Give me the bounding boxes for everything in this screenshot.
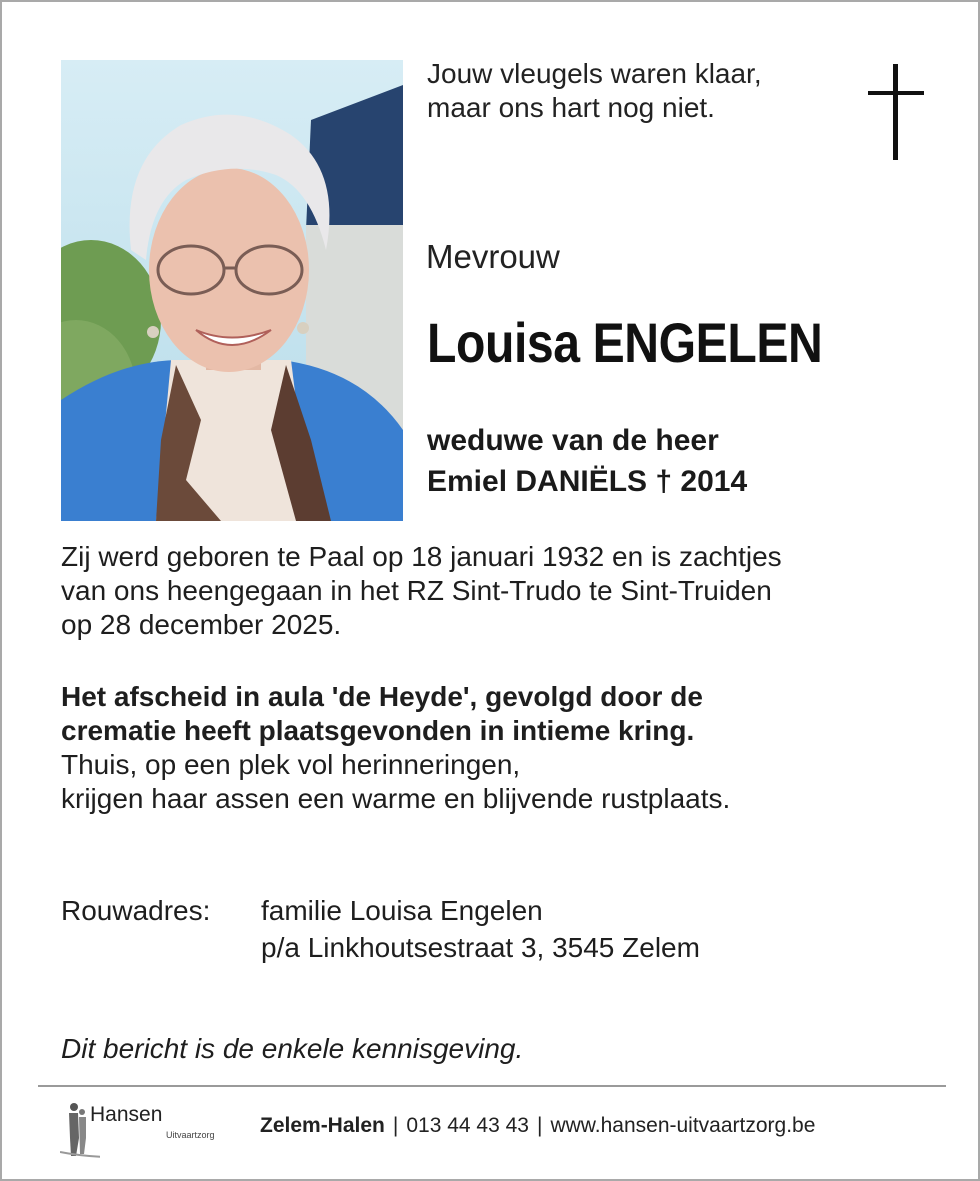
address-line-1: familie Louisa Engelen xyxy=(261,895,543,926)
birth-death-line-3: op 28 december 2025. xyxy=(61,609,342,640)
farewell-bold-line-2: crematie heeft plaatsgevonden in intieme kring. xyxy=(61,715,695,746)
spouse-line-1: weduwe van de heer xyxy=(427,424,719,457)
motto-quote xyxy=(427,57,762,125)
spouse-info xyxy=(427,420,747,502)
salutation: Mevrouw xyxy=(426,238,560,275)
separator-1: | xyxy=(392,1114,399,1137)
notice-text: Dit bericht is de enkele kennisgeving. xyxy=(61,1033,524,1064)
footer xyxy=(2,1092,978,1172)
farewell-paragraph xyxy=(61,680,730,816)
website-link[interactable]: www.hansen-uitvaartzorg.be xyxy=(550,1114,816,1137)
portrait-photo xyxy=(61,60,403,521)
logo-name: Hansen xyxy=(90,1103,163,1126)
farewell-line-2: krijgen haar assen een warme en blijvende rustplaats. xyxy=(61,783,731,814)
address-value xyxy=(261,892,700,966)
contact-line xyxy=(260,1114,815,1138)
phone-number[interactable]: 013 44 43 43 xyxy=(406,1114,529,1137)
address-line-2: p/a Linkhoutsestraat 3, 3545 Zelem xyxy=(261,932,700,963)
spouse-line-2: Emiel DANIËLS † 2014 xyxy=(427,465,748,498)
deceased-name: Louisa ENGELEN xyxy=(427,311,823,374)
cross-icon xyxy=(868,64,924,160)
funeral-home-logo xyxy=(60,1098,240,1160)
portrait-illustration xyxy=(61,60,403,521)
address-label: Rouwadres: xyxy=(61,895,211,926)
motto-line-2: maar ons hart nog niet. xyxy=(427,92,715,123)
birth-death-paragraph xyxy=(61,540,782,642)
birth-death-line-1: Zij werd geboren te Paal op 18 januari 1932 en is zachtjes xyxy=(61,541,782,572)
motto-line-1: Jouw vleugels waren klaar, xyxy=(427,58,762,89)
farewell-bold-line-1: Het afscheid in aula 'de Heyde', gevolgd door de xyxy=(61,681,703,712)
footer-divider xyxy=(38,1085,946,1087)
birth-death-line-2: van ons heengegaan in het RZ Sint-Trudo te Sint-Truiden xyxy=(61,575,772,606)
separator-2: | xyxy=(536,1114,543,1137)
location: Zelem-Halen xyxy=(260,1114,385,1137)
farewell-line-1: Thuis, op een plek vol herinneringen, xyxy=(61,749,521,780)
logo-subtitle: Uitvaartzorg xyxy=(166,1130,215,1140)
